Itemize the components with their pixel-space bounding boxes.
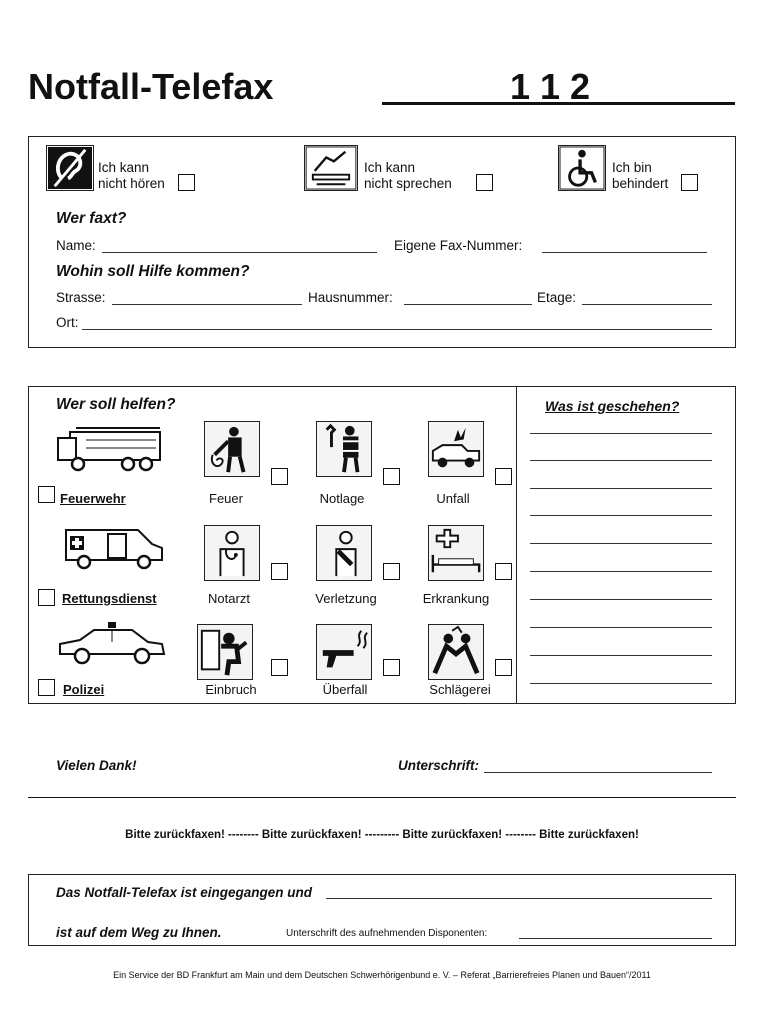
where-help-heading: Wohin soll Hilfe kommen? bbox=[56, 263, 250, 280]
fire-dept-checkbox[interactable] bbox=[38, 486, 55, 503]
receipt-line2: ist auf dem Weg zu Ihnen. bbox=[56, 925, 222, 940]
house-number-label: Hausnummer: bbox=[308, 290, 393, 305]
disabled-line2: behindert bbox=[612, 176, 669, 191]
answer-line[interactable] bbox=[530, 627, 712, 628]
cannot-speak-checkbox[interactable] bbox=[476, 174, 493, 191]
emergency-situation-checkbox[interactable] bbox=[383, 468, 400, 485]
answer-line[interactable] bbox=[530, 460, 712, 461]
dispatcher-signature-field[interactable] bbox=[519, 938, 712, 939]
answer-line[interactable] bbox=[530, 683, 712, 684]
fax-number-field[interactable] bbox=[542, 252, 707, 253]
fire-dept-label: Feuerwehr bbox=[60, 491, 126, 506]
answer-line[interactable] bbox=[530, 571, 712, 572]
police-label: Polizei bbox=[63, 682, 105, 697]
fire-label: Feuer bbox=[209, 491, 243, 506]
number-underline bbox=[382, 102, 735, 105]
gun-icon bbox=[316, 624, 372, 680]
doctor-label: Notarzt bbox=[208, 591, 250, 606]
accident-checkbox[interactable] bbox=[495, 468, 512, 485]
fax-number-label: Eigene Fax-Nummer: bbox=[394, 238, 523, 253]
injury-label: Verletzung bbox=[315, 591, 377, 606]
answer-line[interactable] bbox=[530, 433, 712, 434]
receipt-line1: Das Notfall-Telefax ist eingegangen und bbox=[56, 885, 313, 900]
cannot-speak-text bbox=[364, 160, 452, 192]
cannot-hear-text bbox=[98, 160, 165, 192]
page-title: Notfall-Telefax bbox=[28, 66, 274, 107]
police-checkbox[interactable] bbox=[38, 679, 55, 696]
doctor-icon bbox=[204, 525, 260, 581]
injury-checkbox[interactable] bbox=[383, 563, 400, 580]
answer-line[interactable] bbox=[530, 515, 712, 516]
brawl-label: Schlägerei bbox=[429, 682, 491, 697]
burglary-label: Einbruch bbox=[205, 682, 257, 697]
fire-checkbox[interactable] bbox=[271, 468, 288, 485]
doctor-checkbox[interactable] bbox=[271, 563, 288, 580]
illness-label: Erkrankung bbox=[422, 591, 490, 606]
floor-field[interactable] bbox=[582, 304, 712, 305]
fight-icon bbox=[428, 624, 484, 680]
hearing-impaired-icon bbox=[46, 145, 94, 191]
floor-label: Etage: bbox=[537, 290, 577, 305]
emergency-number: 1 1 2 bbox=[510, 66, 591, 107]
signature-field[interactable] bbox=[484, 772, 712, 773]
burglary-checkbox[interactable] bbox=[271, 659, 288, 676]
footer-text: Ein Service der BD Frankfurt am Main und dem Deutschen Schwerhörigenbund e. V. – Referat „Barrierefreies Planen und Bauen“/2011 bbox=[113, 970, 651, 980]
disabled-checkbox[interactable] bbox=[681, 174, 698, 191]
cannot-hear-line2: nicht hören bbox=[98, 176, 165, 191]
fire-truck-icon bbox=[56, 420, 168, 474]
receipt-field[interactable] bbox=[326, 898, 712, 899]
signature-label: Unterschrift: bbox=[398, 758, 480, 773]
cannot-hear-checkbox[interactable] bbox=[178, 174, 195, 191]
answer-line[interactable] bbox=[530, 655, 712, 656]
police-car-icon bbox=[56, 618, 168, 668]
firefighter-icon bbox=[316, 421, 372, 477]
wheelchair-icon bbox=[558, 145, 606, 191]
separator-line bbox=[28, 797, 736, 798]
burglar-icon bbox=[197, 624, 253, 680]
who-help-heading: Wer soll helfen? bbox=[56, 396, 176, 413]
what-happened-heading: Was ist geschehen? bbox=[545, 398, 680, 414]
fax-back-instruction: Bitte zurückfaxen! -------- Bitte zurückfaxen! --------- Bitte zurückfaxen! -------- Bitte zurückfaxen! bbox=[125, 829, 639, 841]
sickbed-icon bbox=[428, 525, 484, 581]
street-label: Strasse: bbox=[56, 290, 106, 305]
injury-icon bbox=[316, 525, 372, 581]
answer-line[interactable] bbox=[530, 599, 712, 600]
emergency-situation-label: Notlage bbox=[319, 491, 365, 506]
rescue-service-label: Rettungsdienst bbox=[62, 591, 157, 606]
name-field[interactable] bbox=[102, 252, 377, 253]
place-label: Ort: bbox=[56, 315, 79, 330]
fire-icon bbox=[204, 421, 260, 477]
brawl-checkbox[interactable] bbox=[495, 659, 512, 676]
cannot-hear-line1: Ich kann bbox=[98, 160, 150, 175]
accident-label: Unfall bbox=[436, 491, 470, 506]
disabled-text bbox=[612, 160, 668, 192]
name-label: Name: bbox=[56, 238, 96, 253]
robbery-checkbox[interactable] bbox=[383, 659, 400, 676]
who-faxes-heading: Wer faxt? bbox=[56, 210, 127, 227]
illness-checkbox[interactable] bbox=[495, 563, 512, 580]
house-number-field[interactable] bbox=[404, 304, 532, 305]
cannot-speak-line2: nicht sprechen bbox=[364, 176, 452, 191]
speech-impaired-icon bbox=[304, 145, 358, 191]
cannot-speak-line1: Ich kann bbox=[364, 160, 416, 175]
column-divider bbox=[516, 386, 517, 704]
rescue-service-checkbox[interactable] bbox=[38, 589, 55, 606]
robbery-label: Überfall bbox=[322, 682, 368, 697]
answer-line[interactable] bbox=[530, 543, 712, 544]
disabled-line1: Ich bin bbox=[612, 160, 652, 175]
answer-line[interactable] bbox=[530, 488, 712, 489]
place-field[interactable] bbox=[82, 329, 712, 330]
street-field[interactable] bbox=[112, 304, 302, 305]
ambulance-icon bbox=[64, 522, 164, 570]
car-crash-icon bbox=[428, 421, 484, 477]
dispatcher-signature-label: Unterschrift des aufnehmenden Disponenten: bbox=[286, 928, 488, 939]
thanks-text: Vielen Dank! bbox=[56, 758, 137, 773]
